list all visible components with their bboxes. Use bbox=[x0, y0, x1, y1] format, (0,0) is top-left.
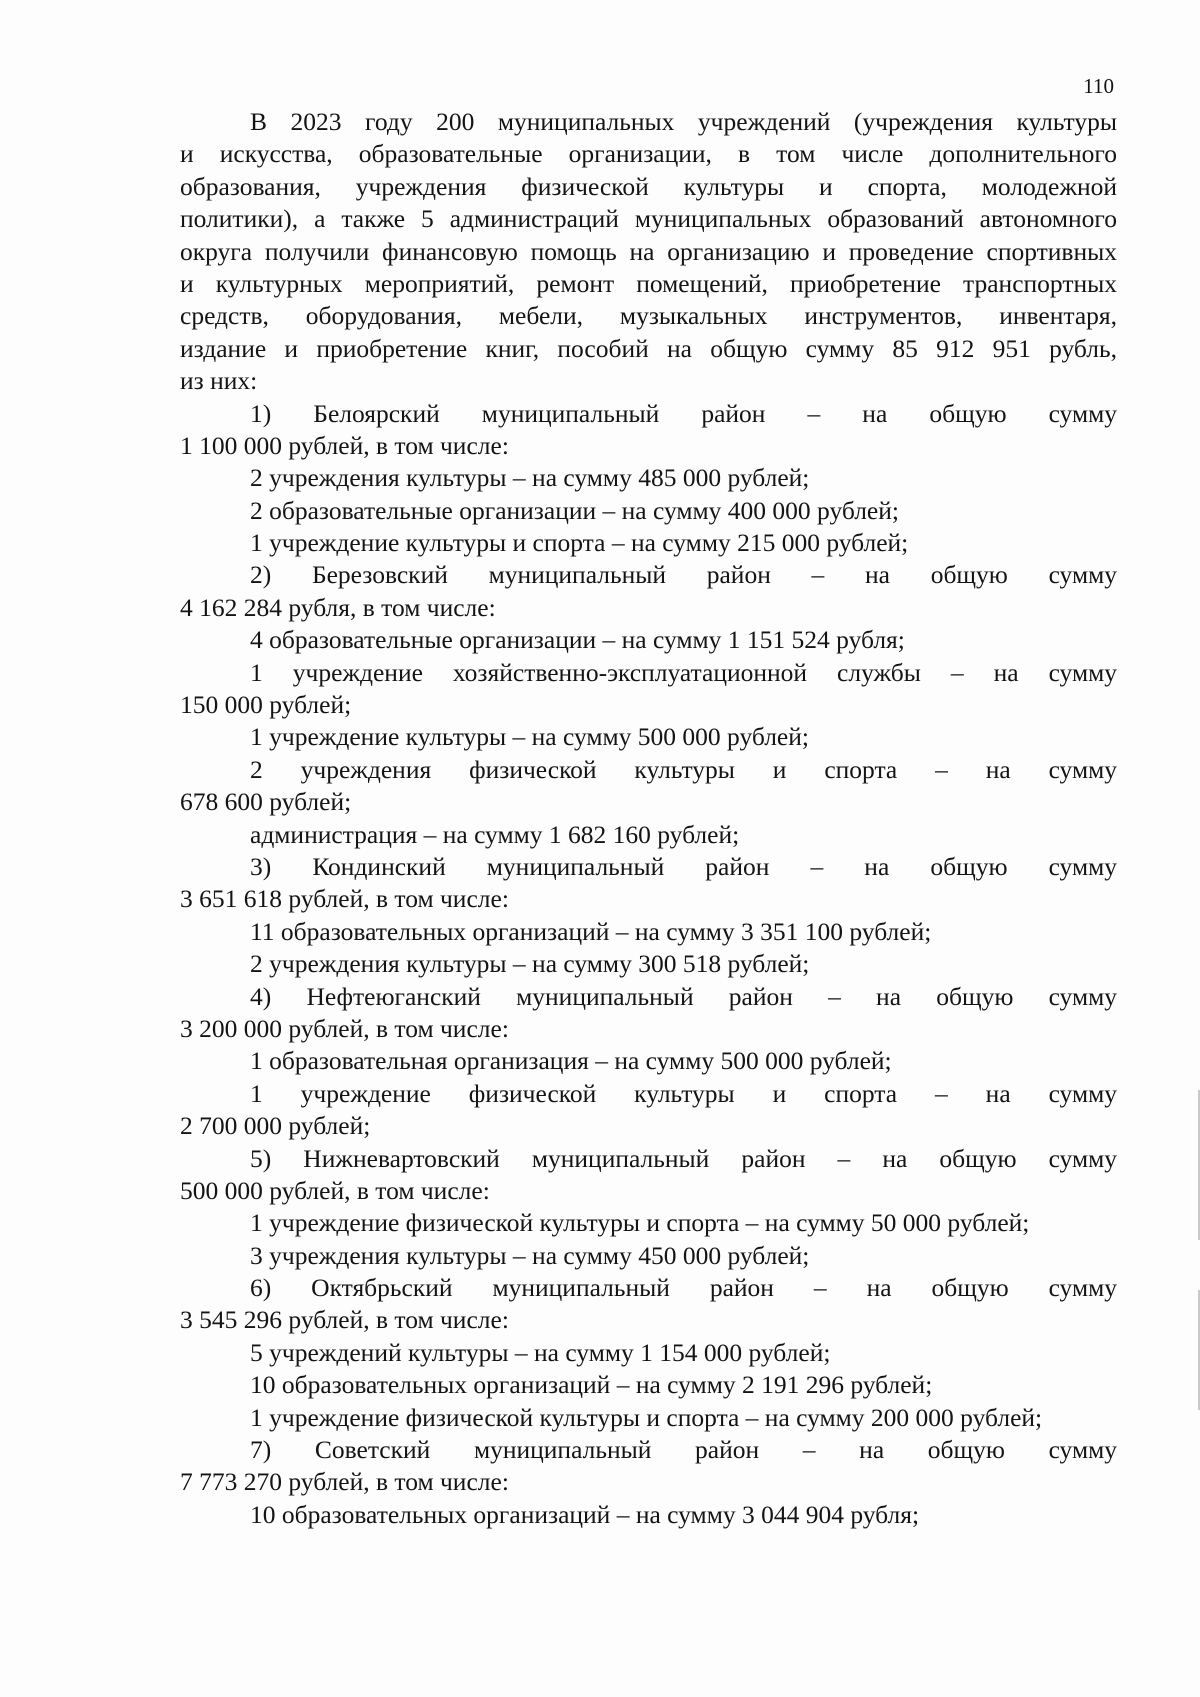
text-line: 3) Кондинский муниципальный район – на общую сумму bbox=[250, 851, 1117, 881]
page-number: 110 bbox=[1083, 74, 1114, 98]
text-line: округа получили финансовую помощь на организацию и проведение спортивных bbox=[180, 236, 1117, 266]
text-line: 1) Белоярский муниципальный район – на общую сумму bbox=[250, 398, 1117, 428]
text-line: 4 162 284 рубля, в том числе: bbox=[180, 592, 496, 622]
text-line: 5 учреждений культуры – на сумму 1 154 000 рублей; bbox=[250, 1337, 831, 1367]
text-line: и культурных мероприятий, ремонт помещений, приобретение транспортных bbox=[180, 268, 1117, 298]
text-line: 3 200 000 рублей, в том числе: bbox=[180, 1013, 509, 1043]
text-line: 2) Березовский муниципальный район – на общую сумму bbox=[250, 560, 1117, 590]
text-line: 10 образовательных организаций – на сумму 2 191 296 рублей; bbox=[250, 1370, 933, 1400]
text-line: 3 651 618 рублей, в том числе: bbox=[180, 884, 509, 914]
text-line: образования, учреждения физической культуры и спорта, молодежной bbox=[180, 171, 1117, 201]
text-line: 5) Нижневартовский муниципальный район – на общую сумму bbox=[250, 1143, 1117, 1173]
text-line: 678 600 рублей; bbox=[180, 787, 352, 817]
text-line: 1 учреждение физической культуры и спорта – на сумму 200 000 рублей; bbox=[250, 1402, 1043, 1432]
text-line: 7) Советский муниципальный район – на общую сумму bbox=[250, 1435, 1117, 1465]
text-line: 1 учреждение культуры – на сумму 500 000 рублей; bbox=[250, 722, 809, 752]
text-line: 10 образовательных организаций – на сумму 3 044 904 рубля; bbox=[250, 1499, 920, 1529]
text-line: издание и приобретение книг, пособий на общую сумму 85 912 951 рубль, bbox=[180, 333, 1117, 363]
text-line: В 2023 году 200 муниципальных учреждений (учреждения культуры bbox=[250, 107, 1117, 136]
text-line: 1 учреждение физической культуры и спорта – на сумму 50 000 рублей; bbox=[250, 1208, 1030, 1238]
text-line: 1 образовательная организация – на сумму 500 000 рублей; bbox=[250, 1046, 892, 1076]
text-line: 4) Нефтеюганский муниципальный район – на общую сумму bbox=[250, 981, 1117, 1011]
text-line: 2 учреждения культуры – на сумму 300 518 рублей; bbox=[250, 949, 810, 979]
text-line: 2 образовательные организации – на сумму 400 000 рублей; bbox=[250, 495, 899, 525]
text-line: 1 учреждение хозяйственно-эксплуатационной службы – на сумму bbox=[250, 657, 1117, 687]
text-line: 6) Октябрьский муниципальный район – на общую сумму bbox=[250, 1273, 1117, 1303]
text-line: средств, оборудования, мебели, музыкальных инструментов, инвентаря, bbox=[180, 301, 1117, 331]
text-line: политики), а также 5 администраций муниципальных образований автономного bbox=[180, 204, 1117, 234]
text-line: 2 700 000 рублей; bbox=[180, 1111, 371, 1141]
text-line: 500 000 рублей, в том числе: bbox=[180, 1175, 490, 1205]
text-line: администрация – на сумму 1 682 160 рублей; bbox=[250, 819, 740, 849]
text-line: 11 образовательных организаций – на сумму 3 351 100 рублей; bbox=[250, 916, 932, 946]
document-text bbox=[180, 106, 1117, 1531]
text-line: 3 учреждения культуры – на сумму 450 000 рублей; bbox=[250, 1240, 810, 1270]
text-line: и искусства, образовательные организации, в том числе дополнительного bbox=[180, 139, 1117, 169]
text-line: 7 773 270 рублей, в том числе: bbox=[180, 1467, 509, 1497]
text-line: 4 образовательные организации – на сумму 1 151 524 рубля; bbox=[250, 625, 905, 655]
text-line: из них: bbox=[180, 366, 258, 396]
text-line: 1 учреждение культуры и спорта – на сумму 215 000 рублей; bbox=[250, 528, 909, 558]
text-line: 1 учреждение физической культуры и спорта – на сумму bbox=[250, 1078, 1117, 1108]
text-line: 2 учреждения культуры – на сумму 485 000 рублей; bbox=[250, 463, 810, 493]
text-line: 1 100 000 рублей, в том числе: bbox=[180, 430, 509, 460]
text-line: 150 000 рублей; bbox=[180, 690, 352, 720]
text-line: 2 учреждения физической культуры и спорта – на сумму bbox=[250, 754, 1117, 784]
text-line: 3 545 296 рублей, в том числе: bbox=[180, 1305, 509, 1335]
